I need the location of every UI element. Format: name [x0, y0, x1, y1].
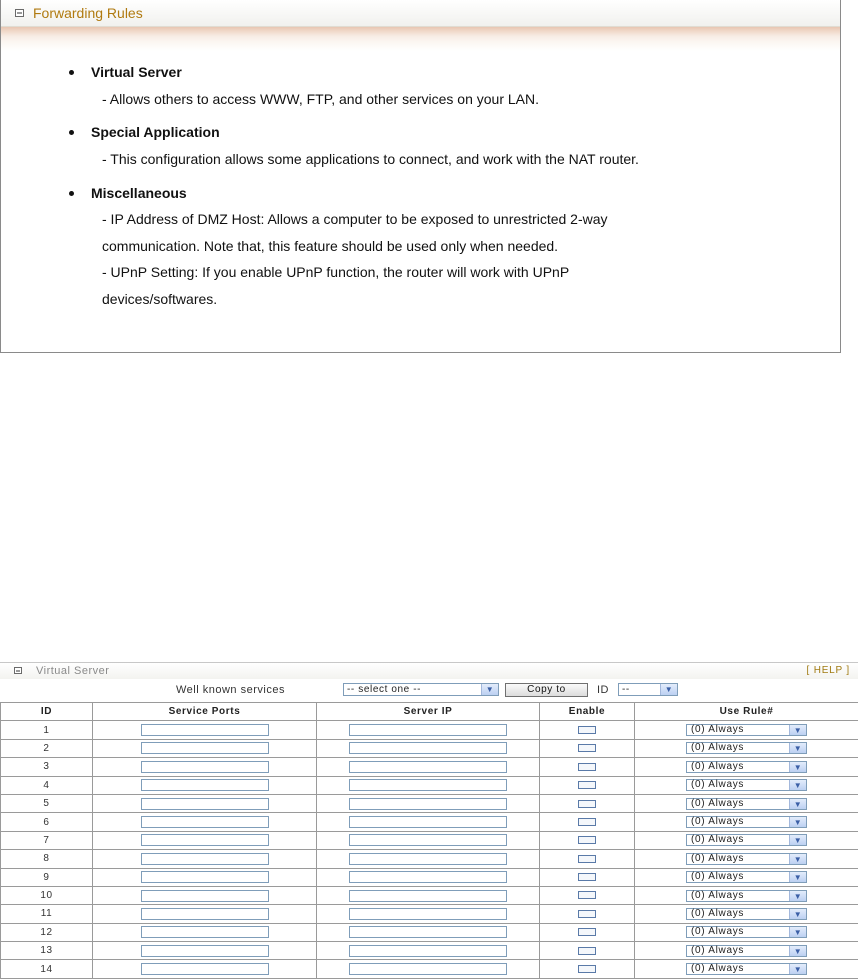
enable-checkbox[interactable] [578, 763, 596, 771]
help-item-text: communication. Note that, this feature should be used only when needed. [102, 238, 558, 254]
select-value: (0) Always [691, 853, 744, 864]
virtual-server-panel [0, 662, 858, 977]
enable-cell [540, 831, 635, 849]
column-header-enable: Enable [540, 703, 635, 721]
column-header-id: ID [1, 703, 93, 721]
header-gradient-divider [1, 27, 840, 51]
server-ip-cell [317, 813, 540, 831]
server-ip-cell [317, 758, 540, 776]
service-ports-cell [93, 850, 317, 868]
server-ip-input[interactable] [349, 779, 507, 791]
server-ip-cell [317, 739, 540, 757]
service-ports-input[interactable] [141, 779, 269, 791]
select-value: (0) Always [691, 926, 744, 937]
service-ports-input[interactable] [141, 871, 269, 883]
service-ports-cell [93, 776, 317, 794]
enable-checkbox[interactable] [578, 965, 596, 973]
use-rule-cell [635, 923, 858, 941]
row-id: 8 [1, 850, 93, 868]
virtual-server-header [0, 662, 858, 679]
server-ip-cell [317, 923, 540, 941]
service-ports-input[interactable] [141, 908, 269, 920]
server-ip-input[interactable] [349, 890, 507, 902]
chevron-down-icon[interactable]: ▼ [660, 684, 677, 695]
help-item-text: - This configuration allows some applications to connect, and work with the NAT router. [102, 151, 639, 167]
enable-cell [540, 923, 635, 941]
server-ip-input[interactable] [349, 853, 507, 865]
table-header-row [1, 703, 858, 721]
server-ip-input[interactable] [349, 908, 507, 920]
help-item-text: - IP Address of DMZ Host: Allows a computer to be exposed to unrestricted 2-way [102, 211, 608, 227]
select-value: (0) Always [691, 724, 744, 735]
service-ports-input[interactable] [141, 890, 269, 902]
service-ports-cell [93, 813, 317, 831]
select-value: -- [622, 684, 630, 695]
service-ports-input[interactable] [141, 798, 269, 810]
chevron-down-icon[interactable]: ▼ [481, 684, 498, 695]
service-ports-input[interactable] [141, 926, 269, 938]
row-id: 13 [1, 942, 93, 960]
enable-checkbox[interactable] [578, 947, 596, 955]
forwarding-rules-panel [0, 0, 841, 353]
service-ports-input[interactable] [141, 742, 269, 754]
panel-title: Virtual Server [36, 665, 109, 677]
server-ip-input[interactable] [349, 742, 507, 754]
service-ports-cell [93, 923, 317, 941]
row-id: 6 [1, 813, 93, 831]
table-row [1, 960, 858, 978]
use-rule-cell [635, 794, 858, 812]
server-ip-input[interactable] [349, 724, 507, 736]
select-value: (0) Always [691, 871, 744, 882]
chevron-down-icon[interactable]: ▼ [789, 835, 806, 845]
row-id: 11 [1, 905, 93, 923]
well-known-services-label: Well known services [176, 684, 285, 696]
select-value: (0) Always [691, 890, 744, 901]
enable-checkbox[interactable] [578, 726, 596, 734]
server-ip-cell [317, 905, 540, 923]
use-rule-select[interactable] [686, 798, 807, 810]
server-ip-cell [317, 776, 540, 794]
chevron-down-icon[interactable]: ▼ [789, 762, 806, 772]
help-item-text: - UPnP Setting: If you enable UPnP function, the router will work with UPnP [102, 264, 569, 280]
select-value: (0) Always [691, 779, 744, 790]
well-known-services-select[interactable] [343, 683, 499, 696]
table-row [1, 721, 858, 739]
use-rule-cell [635, 868, 858, 886]
use-rule-select[interactable] [686, 908, 807, 920]
help-item-heading: Special Application [91, 124, 220, 140]
use-rule-select[interactable] [686, 890, 807, 902]
help-item-text: devices/softwares. [102, 291, 217, 307]
service-ports-cell [93, 794, 317, 812]
use-rule-select[interactable] [686, 853, 807, 865]
row-id: 14 [1, 960, 93, 978]
use-rule-select[interactable] [686, 724, 807, 736]
collapse-box-icon [14, 667, 22, 674]
server-ip-cell [317, 794, 540, 812]
service-ports-input[interactable] [141, 945, 269, 957]
service-ports-cell [93, 868, 317, 886]
use-rule-select[interactable] [686, 945, 807, 957]
server-ip-input[interactable] [349, 816, 507, 828]
row-id: 12 [1, 923, 93, 941]
bullet-icon [69, 70, 74, 75]
server-ip-input[interactable] [349, 963, 507, 975]
table-row [1, 758, 858, 776]
table-row [1, 886, 858, 904]
well-known-services-toolbar [0, 681, 858, 699]
server-ip-cell [317, 942, 540, 960]
server-ip-input[interactable] [349, 945, 507, 957]
server-ip-input[interactable] [349, 761, 507, 773]
table-row [1, 776, 858, 794]
table-row [1, 850, 858, 868]
bullet-icon [69, 191, 74, 196]
service-ports-input[interactable] [141, 761, 269, 773]
service-ports-input[interactable] [141, 853, 269, 865]
service-ports-cell [93, 905, 317, 923]
use-rule-cell [635, 850, 858, 868]
use-rule-select[interactable] [686, 834, 807, 846]
service-ports-cell [93, 960, 317, 978]
virtual-server-table [0, 702, 858, 979]
select-value: (0) Always [691, 816, 744, 827]
enable-cell [540, 942, 635, 960]
select-value: (0) Always [691, 834, 744, 845]
virtual-server-table-body [1, 721, 858, 978]
chevron-down-icon[interactable]: ▼ [789, 946, 806, 956]
table-row [1, 831, 858, 849]
table-row [1, 813, 858, 831]
service-ports-cell [93, 758, 317, 776]
row-id: 3 [1, 758, 93, 776]
row-id: 2 [1, 739, 93, 757]
table-row [1, 739, 858, 757]
row-id: 9 [1, 868, 93, 886]
server-ip-input[interactable] [349, 834, 507, 846]
enable-checkbox[interactable] [578, 781, 596, 789]
chevron-down-icon[interactable]: ▼ [789, 964, 806, 974]
server-ip-cell [317, 960, 540, 978]
chevron-down-icon[interactable]: ▼ [789, 799, 806, 809]
enable-cell [540, 850, 635, 868]
collapse-box-icon [15, 9, 24, 17]
select-value: (0) Always [691, 945, 744, 956]
copy-to-button[interactable]: Copy to [505, 683, 588, 697]
use-rule-select[interactable] [686, 871, 807, 883]
enable-checkbox[interactable] [578, 800, 596, 808]
enable-cell [540, 794, 635, 812]
chevron-down-icon[interactable]: ▼ [789, 725, 806, 735]
row-id: 5 [1, 794, 93, 812]
enable-cell [540, 868, 635, 886]
use-rule-cell [635, 758, 858, 776]
use-rule-cell [635, 942, 858, 960]
select-value: (0) Always [691, 761, 744, 772]
use-rule-select[interactable] [686, 779, 807, 791]
chevron-down-icon[interactable]: ▼ [789, 743, 806, 753]
column-header-service-ports: Service Ports [93, 703, 317, 721]
use-rule-cell [635, 813, 858, 831]
enable-checkbox[interactable] [578, 910, 596, 918]
enable-cell [540, 739, 635, 757]
service-ports-cell [93, 942, 317, 960]
chevron-down-icon[interactable]: ▼ [789, 927, 806, 937]
column-header-server-ip: Server IP [317, 703, 540, 721]
service-ports-input[interactable] [141, 724, 269, 736]
table-row [1, 794, 858, 812]
use-rule-select[interactable] [686, 926, 807, 938]
id-label: ID [597, 684, 609, 696]
row-id: 10 [1, 886, 93, 904]
service-ports-input[interactable] [141, 963, 269, 975]
enable-checkbox[interactable] [578, 928, 596, 936]
select-value: (0) Always [691, 908, 744, 919]
help-item-heading: Virtual Server [91, 64, 182, 80]
server-ip-cell [317, 886, 540, 904]
enable-checkbox[interactable] [578, 818, 596, 826]
use-rule-cell [635, 831, 858, 849]
enable-cell [540, 721, 635, 739]
use-rule-cell [635, 776, 858, 794]
panel-title: Forwarding Rules [33, 5, 143, 21]
chevron-down-icon[interactable]: ▼ [789, 891, 806, 901]
use-rule-select[interactable] [686, 761, 807, 773]
enable-cell [540, 905, 635, 923]
enable-checkbox[interactable] [578, 855, 596, 863]
column-header-use-rule: Use Rule# [635, 703, 858, 721]
virtual-server-table-wrap [0, 702, 858, 979]
chevron-down-icon[interactable]: ▼ [789, 872, 806, 882]
select-value: (0) Always [691, 963, 744, 974]
row-id: 1 [1, 721, 93, 739]
server-ip-cell [317, 868, 540, 886]
enable-checkbox[interactable] [578, 744, 596, 752]
use-rule-select[interactable] [686, 742, 807, 754]
service-ports-input[interactable] [141, 834, 269, 846]
use-rule-cell [635, 886, 858, 904]
forwarding-rules-header [1, 0, 840, 27]
table-row [1, 868, 858, 886]
server-ip-input[interactable] [349, 798, 507, 810]
server-ip-cell [317, 831, 540, 849]
use-rule-select[interactable] [686, 963, 807, 975]
table-row [1, 923, 858, 941]
server-ip-cell [317, 850, 540, 868]
chevron-down-icon[interactable]: ▼ [789, 854, 806, 864]
enable-cell [540, 776, 635, 794]
service-ports-cell [93, 886, 317, 904]
use-rule-cell [635, 905, 858, 923]
enable-cell [540, 813, 635, 831]
enable-checkbox[interactable] [578, 891, 596, 899]
select-value: (0) Always [691, 798, 744, 809]
select-value: -- select one -- [347, 684, 421, 695]
help-item-heading: Miscellaneous [91, 185, 187, 201]
use-rule-cell [635, 739, 858, 757]
row-id: 4 [1, 776, 93, 794]
use-rule-select[interactable] [686, 816, 807, 828]
chevron-down-icon[interactable]: ▼ [789, 780, 806, 790]
service-ports-cell [93, 831, 317, 849]
help-link[interactable]: [ HELP ] [807, 665, 850, 676]
enable-cell [540, 758, 635, 776]
chevron-down-icon[interactable]: ▼ [789, 817, 806, 827]
enable-cell [540, 960, 635, 978]
row-id: 7 [1, 831, 93, 849]
service-ports-cell [93, 739, 317, 757]
table-row [1, 905, 858, 923]
use-rule-cell [635, 721, 858, 739]
bullet-icon [69, 130, 74, 135]
chevron-down-icon[interactable]: ▼ [789, 909, 806, 919]
server-ip-input[interactable] [349, 926, 507, 938]
help-item-text: - Allows others to access WWW, FTP, and other services on your LAN. [102, 91, 539, 107]
enable-checkbox[interactable] [578, 873, 596, 881]
server-ip-cell [317, 721, 540, 739]
service-ports-cell [93, 721, 317, 739]
enable-cell [540, 886, 635, 904]
select-value: (0) Always [691, 742, 744, 753]
enable-checkbox[interactable] [578, 836, 596, 844]
table-row [1, 942, 858, 960]
service-ports-input[interactable] [141, 816, 269, 828]
use-rule-cell [635, 960, 858, 978]
server-ip-input[interactable] [349, 871, 507, 883]
copy-id-select[interactable] [618, 683, 678, 696]
